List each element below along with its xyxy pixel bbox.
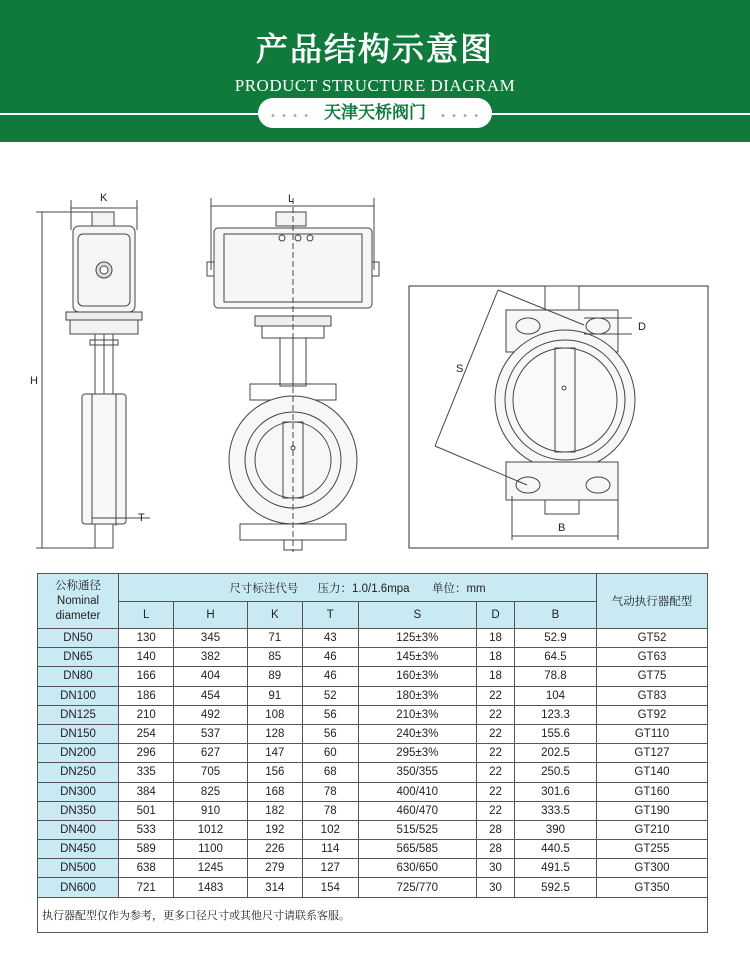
dimension-cell: 30 [477, 859, 515, 878]
dimension-cell: 182 [247, 801, 302, 820]
column-header-s: S [358, 602, 477, 629]
table-row [38, 878, 708, 897]
dimension-cell: 1012 [174, 820, 247, 839]
dimension-cell: 296 [119, 744, 174, 763]
header-nominal-diameter [38, 574, 119, 629]
actuator-model-cell: GT63 [597, 648, 708, 667]
header-nominal-en-1: Nominal [56, 594, 100, 607]
dimension-cell: 630/650 [358, 859, 477, 878]
dimension-cell: 192 [247, 820, 302, 839]
dim-label-t: T [138, 512, 145, 524]
dimension-cell: 43 [303, 629, 358, 648]
dimension-cell: 114 [303, 840, 358, 859]
dimension-cell: 250.5 [514, 763, 596, 782]
dimension-cell: 537 [174, 724, 247, 743]
dimension-cell: 89 [247, 667, 302, 686]
dimension-cell: 533 [119, 820, 174, 839]
dim-label-l: L [288, 193, 295, 205]
dimension-cell: 382 [174, 648, 247, 667]
dimension-cell: 147 [247, 744, 302, 763]
table-row [38, 686, 708, 705]
table-row [38, 648, 708, 667]
banner-divider-left [0, 113, 258, 115]
dimension-cell: 52 [303, 686, 358, 705]
dimension-cell: 454 [174, 686, 247, 705]
dimension-cell: 400/410 [358, 782, 477, 801]
dimension-cell: 123.3 [514, 705, 596, 724]
page-subtitle: PRODUCT STRUCTURE DIAGRAM [234, 76, 516, 95]
dim-label-h: H [30, 375, 38, 387]
dimension-cell: 46 [303, 667, 358, 686]
dimension-cell: 180±3% [358, 686, 477, 705]
nominal-diameter-cell: DN100 [38, 686, 119, 705]
badge-dots-right: • • • • [440, 111, 481, 122]
dimension-cell: 28 [477, 820, 515, 839]
dimension-cell: 1100 [174, 840, 247, 859]
dimension-cell: 30 [477, 878, 515, 897]
nominal-diameter-cell: DN65 [38, 648, 119, 667]
header-nominal-en-2: diameter [55, 609, 101, 622]
dimension-cell: 345 [174, 629, 247, 648]
dimension-cell: 333.5 [514, 801, 596, 820]
dimension-cell: 155.6 [514, 724, 596, 743]
actuator-model-cell: GT350 [597, 878, 708, 897]
nominal-diameter-cell: DN250 [38, 763, 119, 782]
table-row [38, 801, 708, 820]
nominal-diameter-cell: DN200 [38, 744, 119, 763]
actuator-model-cell: GT110 [597, 724, 708, 743]
dimension-cell: 60 [303, 744, 358, 763]
dimension-cell: 491.5 [514, 859, 596, 878]
header-nominal-cn: 公称通径 [55, 579, 101, 592]
header-actuator: 气动执行器配型 [597, 574, 708, 629]
dimension-cell: 825 [174, 782, 247, 801]
column-header-t: T [303, 602, 358, 629]
dimension-cell: 279 [247, 859, 302, 878]
dimension-cell: 166 [119, 667, 174, 686]
actuator-model-cell: GT75 [597, 667, 708, 686]
spec-table [37, 573, 708, 933]
dimension-cell: 18 [477, 648, 515, 667]
dimension-cell: 350/355 [358, 763, 477, 782]
dimension-cell: 384 [119, 782, 174, 801]
dimension-cell: 18 [477, 667, 515, 686]
table-row [38, 859, 708, 878]
dimension-cell: 160±3% [358, 667, 477, 686]
dim-label-k: K [100, 192, 108, 204]
dimension-cell: 85 [247, 648, 302, 667]
actuator-model-cell: GT127 [597, 744, 708, 763]
dimension-cell: 156 [247, 763, 302, 782]
dimension-cell: 335 [119, 763, 174, 782]
dimension-cell: 140 [119, 648, 174, 667]
dimension-cell: 404 [174, 667, 247, 686]
table-note: 执行器配型仅作为参考，更多口径尺寸或其他尺寸请联系客服。 [38, 897, 708, 932]
nominal-diameter-cell: DN125 [38, 705, 119, 724]
column-header-d: D [477, 602, 515, 629]
actuator-model-cell: GT160 [597, 782, 708, 801]
dimension-cell: 627 [174, 744, 247, 763]
dimension-cell: 22 [477, 763, 515, 782]
dimension-cell: 52.9 [514, 629, 596, 648]
actuator-model-cell: GT83 [597, 686, 708, 705]
dimension-cell: 71 [247, 629, 302, 648]
nominal-diameter-cell: DN400 [38, 820, 119, 839]
dimension-cell: 240±3% [358, 724, 477, 743]
dimension-cell: 78 [303, 801, 358, 820]
header-unit: 单位：mm [431, 582, 486, 595]
dimension-cell: 108 [247, 705, 302, 724]
nominal-diameter-cell: DN450 [38, 840, 119, 859]
dimension-cell: 102 [303, 820, 358, 839]
dimension-cell: 254 [119, 724, 174, 743]
nominal-diameter-cell: DN150 [38, 724, 119, 743]
dimension-cell: 168 [247, 782, 302, 801]
table-row [38, 705, 708, 724]
dimension-cell: 46 [303, 648, 358, 667]
dimension-cell: 125±3% [358, 629, 477, 648]
nominal-diameter-cell: DN50 [38, 629, 119, 648]
table-row [38, 667, 708, 686]
dimension-cell: 68 [303, 763, 358, 782]
table-row [38, 724, 708, 743]
banner-divider-right [492, 113, 750, 115]
nominal-diameter-cell: DN600 [38, 878, 119, 897]
dimension-cell: 589 [119, 840, 174, 859]
column-header-l: L [119, 602, 174, 629]
dimension-cell: 22 [477, 724, 515, 743]
dimension-cell: 565/585 [358, 840, 477, 859]
page-title: 产品结构示意图 [255, 30, 494, 68]
dimension-cell: 226 [247, 840, 302, 859]
actuator-model-cell: GT140 [597, 763, 708, 782]
header-pressure: 压力：1.0/1.6mpa [317, 582, 410, 595]
dim-label-s: S [456, 363, 464, 375]
side-view [36, 200, 150, 548]
dimension-cell: 390 [514, 820, 596, 839]
dimension-cell: 154 [303, 878, 358, 897]
dimension-cell: 202.5 [514, 744, 596, 763]
dimension-cell: 725/770 [358, 878, 477, 897]
dimension-cell: 295±3% [358, 744, 477, 763]
dimension-cell: 1245 [174, 859, 247, 878]
dimension-cell: 104 [514, 686, 596, 705]
dimension-cell: 145±3% [358, 648, 477, 667]
dimension-cell: 78 [303, 782, 358, 801]
nominal-diameter-cell: DN300 [38, 782, 119, 801]
dimension-cell: 22 [477, 744, 515, 763]
actuator-model-cell: GT190 [597, 801, 708, 820]
dimension-cell: 314 [247, 878, 302, 897]
dim-label-d: D [638, 321, 646, 333]
dimension-cell: 515/525 [358, 820, 477, 839]
company-name: 天津天桥阀门 [324, 103, 426, 123]
dimension-cell: 301.6 [514, 782, 596, 801]
table-row [38, 763, 708, 782]
nominal-diameter-cell: DN500 [38, 859, 119, 878]
actuator-model-cell: GT210 [597, 820, 708, 839]
actuator-model-cell: GT300 [597, 859, 708, 878]
column-header-b: B [514, 602, 596, 629]
dimension-cell: 440.5 [514, 840, 596, 859]
dimension-cell: 28 [477, 840, 515, 859]
dimension-cell: 638 [119, 859, 174, 878]
nominal-diameter-cell: DN350 [38, 801, 119, 820]
dimension-cell: 91 [247, 686, 302, 705]
actuator-model-cell: GT52 [597, 629, 708, 648]
column-header-k: K [247, 602, 302, 629]
dimension-cell: 22 [477, 686, 515, 705]
actuator-model-cell: GT255 [597, 840, 708, 859]
dim-label-b: B [558, 522, 566, 534]
dimension-cell: 210±3% [358, 705, 477, 724]
header-banner [0, 0, 750, 142]
dimension-cell: 721 [119, 878, 174, 897]
detail-view [409, 286, 708, 548]
dimension-cell: 22 [477, 801, 515, 820]
table-row [38, 782, 708, 801]
actuator-model-cell: GT92 [597, 705, 708, 724]
dimension-cell: 127 [303, 859, 358, 878]
dimension-cell: 130 [119, 629, 174, 648]
dimension-cell: 592.5 [514, 878, 596, 897]
dimension-cell: 460/470 [358, 801, 477, 820]
dimension-cell: 22 [477, 782, 515, 801]
badge-dots-left: • • • • [270, 111, 311, 122]
dimension-cell: 22 [477, 705, 515, 724]
dimension-cell: 56 [303, 724, 358, 743]
dimension-cell: 56 [303, 705, 358, 724]
structure-drawing [0, 150, 750, 560]
dimension-cell: 1483 [174, 878, 247, 897]
dimension-cell: 492 [174, 705, 247, 724]
table-row [38, 840, 708, 859]
front-view [207, 198, 379, 552]
header-dimensions [119, 574, 597, 602]
table-row [38, 820, 708, 839]
dimension-cell: 78.8 [514, 667, 596, 686]
dimension-cell: 210 [119, 705, 174, 724]
dimension-cell: 128 [247, 724, 302, 743]
spec-table-body [38, 629, 708, 898]
table-row [38, 744, 708, 763]
dimension-cell: 18 [477, 629, 515, 648]
dimension-cell: 64.5 [514, 648, 596, 667]
dimension-cell: 910 [174, 801, 247, 820]
dimension-cell: 705 [174, 763, 247, 782]
dimension-cell: 501 [119, 801, 174, 820]
dimension-cell: 186 [119, 686, 174, 705]
header-dims-title: 尺寸标注代号 [229, 582, 299, 595]
nominal-diameter-cell: DN80 [38, 667, 119, 686]
column-header-h: H [174, 602, 247, 629]
table-row [38, 629, 708, 648]
